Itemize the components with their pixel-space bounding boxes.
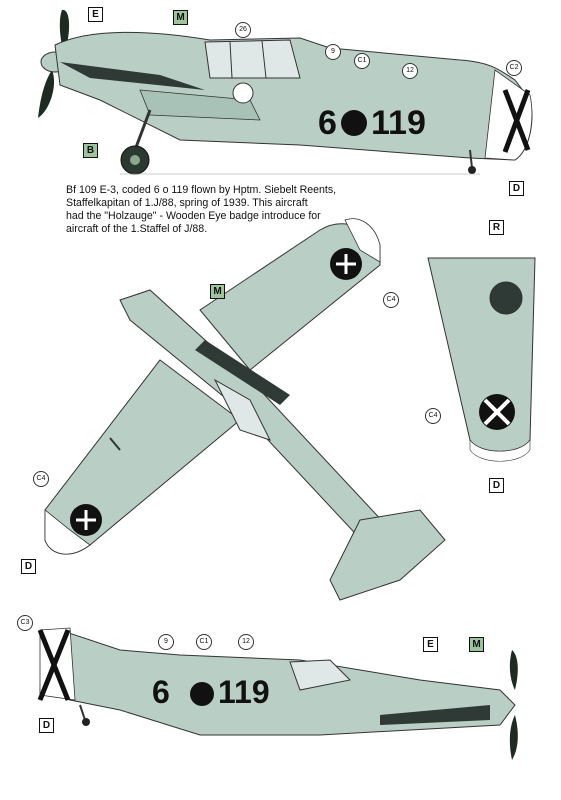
callout-26: 26: [235, 22, 251, 38]
callout-9-bottom: 9: [158, 634, 174, 650]
callout-9-top: 9: [325, 44, 341, 60]
code-left-top: 6: [318, 104, 337, 142]
callout-c4-plan-lower: C4: [33, 471, 49, 487]
callout-c1-top: C1: [354, 53, 370, 69]
label-e-bottom: E: [423, 637, 438, 652]
caption-line: Staffelkapitan of 1.J/88, spring of 1939. This aircraft: [66, 197, 308, 209]
callout-c3: C3: [17, 615, 33, 631]
label-d-plan: D: [21, 559, 36, 574]
label-d-top: D: [509, 181, 524, 196]
label-m-top: M: [173, 10, 188, 25]
caption-line: aircraft of the 1.Staffel of J/88.: [66, 223, 208, 235]
code-right-top: 119: [371, 104, 426, 142]
label-m-bottom: M: [469, 637, 484, 652]
label-e-top: E: [88, 7, 103, 22]
label-r: R: [489, 220, 504, 235]
callout-12-bottom: 12: [238, 634, 254, 650]
label-m-plan: M: [210, 284, 225, 299]
tail-wheel-tyre-right: [82, 718, 90, 726]
callout-c2: C2: [506, 60, 522, 76]
callout-12-top: 12: [402, 63, 418, 79]
label-d-bottom: D: [39, 718, 54, 733]
label-d-underwing: D: [489, 478, 504, 493]
code-dot-right: [190, 682, 214, 706]
callout-c4-underwing: C4: [425, 408, 441, 424]
caption-line: Bf 109 E-3, coded 6 o 119 flown by Hptm. Siebelt Reents,: [66, 184, 337, 196]
callout-c4-plan-upper: C4: [383, 292, 399, 308]
code-right-bottom: 119: [218, 674, 270, 710]
code-left-bottom: 6: [152, 674, 170, 710]
callout-c1-bottom: C1: [196, 634, 212, 650]
tail-wheel-right: [80, 705, 85, 720]
aircraft-caption: [66, 184, 386, 236]
caption-line: had the "Holzauge" - Wooden Eye badge introduce for: [66, 210, 321, 222]
label-b: B: [83, 143, 98, 158]
